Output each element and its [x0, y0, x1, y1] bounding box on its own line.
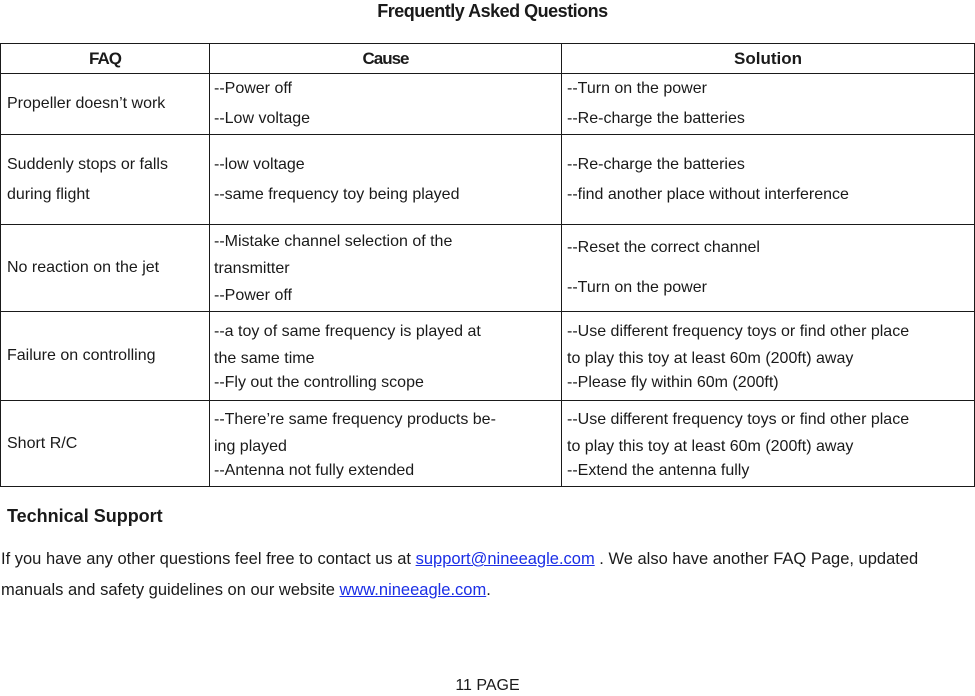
- faq-table: [0, 43, 975, 487]
- solution-line: --Please fly within 60m (200ft): [567, 374, 779, 391]
- solution-cell: [562, 312, 975, 401]
- cause-line: --low voltage: [214, 155, 305, 173]
- cause-cell: [210, 401, 562, 487]
- support-email-link[interactable]: support@nineeagle.com: [415, 550, 595, 568]
- header-faq: FAQ: [1, 44, 210, 74]
- cause-cell: [210, 135, 562, 225]
- table-header-row: [1, 44, 975, 74]
- header-solution: Solution: [562, 44, 975, 74]
- cause-line: --There’re same frequency products be-: [214, 410, 496, 428]
- support-text-part1: If you have any other questions feel free to contact us at: [1, 550, 416, 568]
- table-row: [1, 225, 975, 312]
- cause-line: --a toy of same frequency is played at: [214, 323, 481, 340]
- faq-cell: [1, 225, 210, 312]
- page-title: Frequently Asked Questions: [377, 1, 608, 21]
- cause-cell: [210, 74, 562, 135]
- cause-line: ing played: [214, 437, 287, 455]
- faq-cell: [1, 74, 210, 135]
- support-text-part3: .: [486, 581, 491, 599]
- solution-line: --Extend the antenna fully: [567, 461, 750, 479]
- solution-line: to play this toy at least 60m (200ft) away: [567, 350, 854, 367]
- solution-cell: [562, 401, 975, 487]
- table-row: [1, 312, 975, 401]
- support-text-part2: . We also have another FAQ Page, updated manuals and safety guidelines on our website: [1, 550, 919, 599]
- faq-line: Failure on controlling: [7, 347, 156, 364]
- table-row: [1, 135, 975, 225]
- cause-line: the same time: [214, 350, 315, 367]
- solution-line: --Reset the correct channel: [567, 239, 760, 256]
- solution-line: --Use different frequency toys or find other place: [567, 323, 910, 340]
- faq-line: Propeller doesn’t work: [7, 95, 166, 112]
- faq-cell: [1, 135, 210, 225]
- faq-line: Suddenly stops or falls: [7, 155, 168, 173]
- faq-cell: [1, 312, 210, 401]
- table-row: [1, 401, 975, 487]
- solution-line: --Use different frequency toys or find other place: [567, 410, 910, 428]
- solution-line: --Re-charge the batteries: [567, 155, 745, 173]
- cause-line: --Low voltage: [214, 110, 311, 127]
- solution-line: to play this toy at least 60m (200ft) away: [567, 437, 854, 455]
- faq-cell: [1, 401, 210, 487]
- cause-line: --Mistake channel selection of the: [214, 232, 453, 250]
- solution-line: --Re-charge the batteries: [567, 110, 745, 127]
- website-link[interactable]: www.nineeagle.com: [339, 581, 487, 599]
- cause-line: --same frequency toy being played: [214, 185, 460, 203]
- cause-line: --Antenna not fully extended: [214, 461, 415, 479]
- faq-line: during flight: [7, 185, 90, 203]
- technical-support-paragraph: [1, 544, 973, 606]
- table-row: [1, 74, 975, 135]
- technical-support-heading: Technical Support: [7, 506, 163, 526]
- solution-cell: [562, 135, 975, 225]
- faq-line: Short R/C: [7, 434, 78, 452]
- page-number: 11 PAGE: [455, 677, 520, 694]
- cause-cell: [210, 225, 562, 312]
- header-cause: Cause: [210, 44, 562, 74]
- solution-cell: [562, 225, 975, 312]
- solution-line: --find another place without interference: [567, 185, 849, 203]
- faq-line: No reaction on the jet: [7, 259, 160, 276]
- solution-cell: [562, 74, 975, 135]
- cause-line: transmitter: [214, 259, 290, 277]
- cause-cell: [210, 312, 562, 401]
- solution-line: --Turn on the power: [567, 279, 707, 296]
- cause-line: --Fly out the controlling scope: [214, 374, 424, 391]
- cause-line: --Power off: [214, 80, 292, 97]
- cause-line: --Power off: [214, 286, 292, 304]
- solution-line: --Turn on the power: [567, 80, 707, 97]
